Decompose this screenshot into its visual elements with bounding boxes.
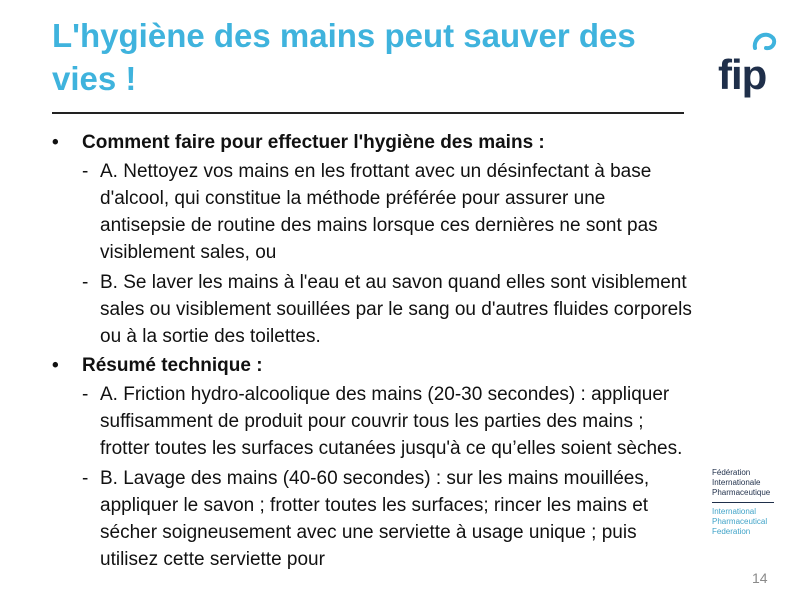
bullet-text: Résumé technique : <box>82 355 263 376</box>
dash-icon: - <box>82 384 89 405</box>
federation-en-line: Federation <box>712 527 751 536</box>
bullet-icon: • <box>52 132 59 153</box>
dash-icon: - <box>82 272 89 293</box>
bullet-icon: • <box>52 355 59 376</box>
dash-icon: - <box>82 468 89 489</box>
federation-fr-line: Fédération <box>712 468 751 477</box>
bullet-text: Comment faire pour effectuer l'hygiène des mains : <box>82 132 545 153</box>
slide-title: L'hygiène des mains peut sauver des vies ! <box>52 17 636 97</box>
federation-fr-line: Internationale <box>712 478 761 487</box>
federation-name <box>712 468 782 537</box>
logo-wordmark: fip <box>718 51 767 98</box>
federation-en-line: Pharmaceutical <box>712 517 768 526</box>
federation-en-line: International <box>712 507 757 516</box>
title-divider <box>52 112 684 114</box>
bullet-item <box>52 353 692 573</box>
slide-content <box>52 130 692 576</box>
bullet-item <box>52 130 692 350</box>
sub-bullet-text: B. Se laver les mains à l'eau et au savon quand elles sont visiblement sales ou visiblement souillées par le sang ou d'autres fluides corporels ou à la sortie des toilettes. <box>100 272 692 347</box>
dash-icon: - <box>82 161 89 182</box>
federation-divider <box>712 502 774 503</box>
sub-bullet-text: A. Friction hydro-alcoolique des mains (20-30 secondes) : appliquer suffisamment de produit pour couvrir tous les parties des mains ; frotter toutes les surfaces cutanées jusqu'à ce qu’elles soient sèches. <box>100 384 683 459</box>
federation-fr-line: Pharmaceutique <box>712 488 771 497</box>
page-number: 14 <box>752 570 768 586</box>
sub-bullet-text: A. Nettoyez vos mains en les frottant avec un désinfectant à base d'alcool, qui constitue la méthode préférée pour assurer une antisepsie de routine des mains lorsque ces dernières ne sont pas visiblement sales, ou <box>100 161 658 263</box>
fip-logo <box>718 30 778 96</box>
sub-bullet-text: B. Lavage des mains (40-60 secondes) : sur les mains mouillées, appliquer le savon ; frotter toutes les surfaces; rincer les mains et sécher soigneusement avec une serviette à usage unique ; puis utilisez cette serviette pour <box>100 468 650 570</box>
